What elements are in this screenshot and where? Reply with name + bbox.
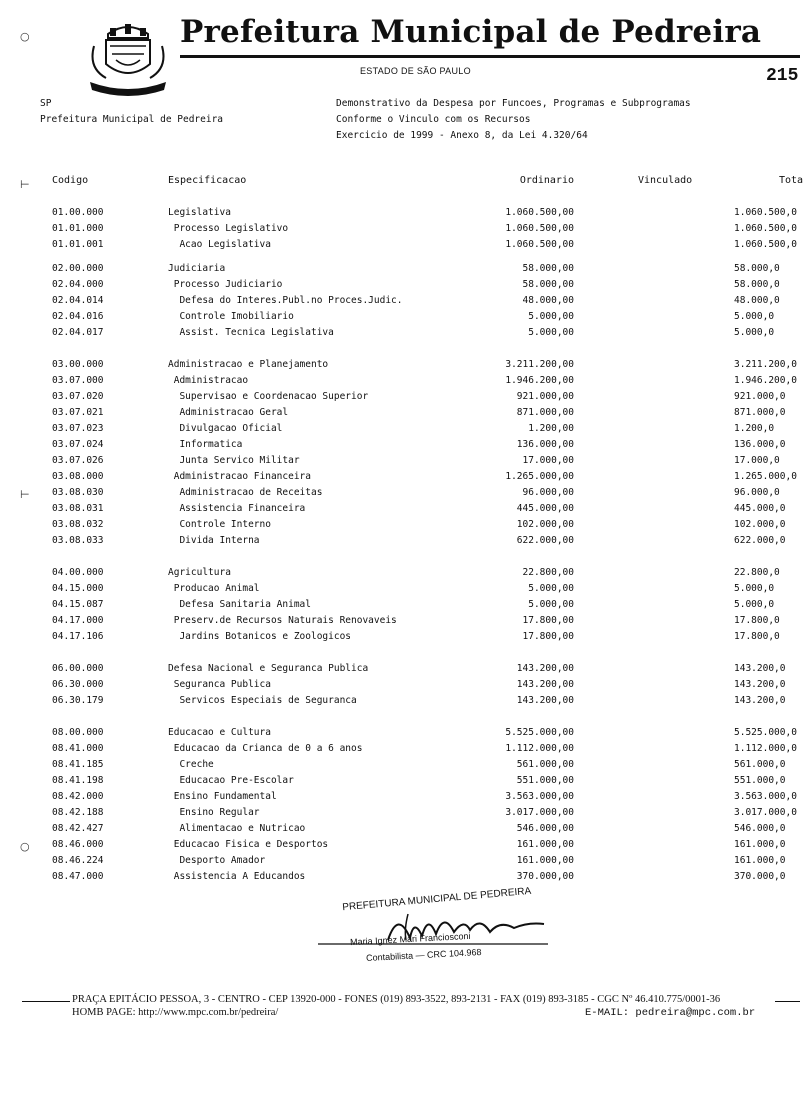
table-row bbox=[0, 453, 800, 469]
row-specification: Assistencia A Educandos bbox=[168, 871, 306, 882]
row-specification: Jardins Botanicos e Zoologicos bbox=[168, 631, 352, 642]
row-ordinary-value: 551.000,00 bbox=[516, 775, 574, 786]
report-header-entity: Prefeitura Municipal de Pedreira bbox=[40, 114, 224, 125]
row-ordinary-value: 1.060.500,00 bbox=[505, 223, 574, 234]
row-code: 06.00.000 bbox=[52, 663, 104, 674]
row-code: 04.15.000 bbox=[52, 583, 104, 594]
table-row bbox=[0, 221, 800, 237]
row-specification: Creche bbox=[168, 759, 214, 770]
row-ordinary-value: 143.200,00 bbox=[516, 663, 574, 674]
row-ordinary-value: 561.000,00 bbox=[516, 759, 574, 770]
row-code: 02.04.017 bbox=[52, 327, 104, 338]
row-ordinary-value: 5.000,00 bbox=[528, 599, 574, 610]
row-ordinary-value: 3.211.200,00 bbox=[505, 359, 574, 370]
accountant-role: Contabilista — CRC 104.968 bbox=[365, 946, 482, 964]
table-row bbox=[0, 725, 800, 741]
row-code: 08.42.000 bbox=[52, 791, 104, 802]
row-code: 03.08.000 bbox=[52, 471, 104, 482]
report-title: Demonstrativo da Despesa por Funcoes, Programas e Subprogramas bbox=[336, 98, 691, 109]
margin-tick: ⊢ bbox=[20, 488, 30, 501]
row-specification: Assistencia Financeira bbox=[168, 503, 306, 514]
row-code: 04.17.000 bbox=[52, 615, 104, 626]
row-total-value: 370.000,0 bbox=[734, 871, 786, 882]
row-specification: Servicos Especiais de Seguranca bbox=[168, 695, 357, 706]
row-ordinary-value: 5.000,00 bbox=[528, 311, 574, 322]
row-total-value: 5.000,0 bbox=[734, 311, 775, 322]
table-row bbox=[0, 237, 800, 253]
column-header-ordinary: Ordinario bbox=[519, 175, 574, 186]
table-row bbox=[0, 389, 800, 405]
row-ordinary-value: 96.000,00 bbox=[522, 487, 574, 498]
row-ordinary-value: 58.000,00 bbox=[522, 279, 574, 290]
table-row bbox=[0, 293, 800, 309]
footer-address: PRAÇA EPITÁCIO PESSOA, 3 - CENTRO - CEP 13920-000 - FONES (019) 893-3522, 893-2131 - FAX (019) 893-3185 - CGC Nº 46.410.775/0001-36 bbox=[72, 994, 721, 1005]
table-row bbox=[0, 853, 800, 869]
row-specification: Agricultura bbox=[168, 567, 231, 578]
row-ordinary-value: 17.000,00 bbox=[522, 455, 574, 466]
row-ordinary-value: 58.000,00 bbox=[522, 263, 574, 274]
table-row bbox=[0, 741, 800, 757]
row-total-value: 1.946.200,0 bbox=[734, 375, 797, 386]
punch-hole-mark: ○ bbox=[20, 30, 30, 43]
row-code: 08.41.185 bbox=[52, 759, 104, 770]
table-row bbox=[0, 309, 800, 325]
row-code: 03.08.033 bbox=[52, 535, 104, 546]
row-specification: Educacao e Cultura bbox=[168, 727, 271, 738]
row-ordinary-value: 445.000,00 bbox=[516, 503, 574, 514]
row-total-value: 5.000,0 bbox=[734, 599, 775, 610]
row-total-value: 5.525.000,0 bbox=[734, 727, 797, 738]
row-code: 06.30.000 bbox=[52, 679, 104, 690]
row-code: 03.08.031 bbox=[52, 503, 104, 514]
title-rule bbox=[180, 55, 800, 58]
row-code: 04.17.106 bbox=[52, 631, 104, 642]
row-total-value: 622.000,0 bbox=[734, 535, 786, 546]
row-specification: Controle Interno bbox=[168, 519, 271, 530]
column-header-total: Tota bbox=[779, 175, 803, 186]
row-specification: Preserv.de Recursos Naturais Renovaveis bbox=[168, 615, 397, 626]
row-specification: Defesa Nacional e Seguranca Publica bbox=[168, 663, 369, 674]
row-specification: Assist. Tecnica Legislativa bbox=[168, 327, 334, 338]
row-code: 04.00.000 bbox=[52, 567, 104, 578]
row-total-value: 1.060.500,0 bbox=[734, 239, 797, 250]
row-ordinary-value: 1.200,00 bbox=[528, 423, 574, 434]
table-row bbox=[0, 837, 800, 853]
row-total-value: 445.000,0 bbox=[734, 503, 786, 514]
row-code: 08.47.000 bbox=[52, 871, 104, 882]
row-total-value: 136.000,0 bbox=[734, 439, 786, 450]
row-specification: Educacao Pre-Escolar bbox=[168, 775, 294, 786]
row-total-value: 5.000,0 bbox=[734, 583, 775, 594]
row-ordinary-value: 1.946.200,00 bbox=[505, 375, 574, 386]
table-row bbox=[0, 757, 800, 773]
row-ordinary-value: 17.800,00 bbox=[522, 631, 574, 642]
row-code: 08.42.427 bbox=[52, 823, 104, 834]
table-row bbox=[0, 205, 800, 221]
row-code: 03.07.026 bbox=[52, 455, 104, 466]
row-specification: Processo Legislativo bbox=[168, 223, 289, 234]
row-specification: Educacao da Crianca de 0 a 6 anos bbox=[168, 743, 363, 754]
row-code: 08.42.188 bbox=[52, 807, 104, 818]
page-number: 215 bbox=[766, 66, 799, 86]
row-total-value: 1.112.000,0 bbox=[734, 743, 797, 754]
row-total-value: 58.000,0 bbox=[734, 279, 780, 290]
row-specification: Judiciaria bbox=[168, 263, 226, 274]
row-specification: Junta Servico Militar bbox=[168, 455, 300, 466]
row-total-value: 3.211.200,0 bbox=[734, 359, 797, 370]
letterhead-title: Prefeitura Municipal de Pedreira bbox=[180, 14, 762, 50]
row-specification: Defesa Sanitaria Animal bbox=[168, 599, 311, 610]
row-code: 08.00.000 bbox=[52, 727, 104, 738]
column-header-specification: Especificacao bbox=[168, 175, 247, 186]
municipal-crest-logo bbox=[80, 16, 176, 96]
row-specification: Administracao bbox=[168, 375, 249, 386]
row-specification: Ensino Regular bbox=[168, 807, 260, 818]
row-specification: Administracao de Receitas bbox=[168, 487, 323, 498]
row-total-value: 48.000,0 bbox=[734, 295, 780, 306]
report-header-right bbox=[336, 96, 691, 144]
row-ordinary-value: 546.000,00 bbox=[516, 823, 574, 834]
row-specification: Ensino Fundamental bbox=[168, 791, 277, 802]
row-total-value: 561.000,0 bbox=[734, 759, 786, 770]
row-total-value: 1.265.000,0 bbox=[734, 471, 797, 482]
table-row bbox=[0, 869, 800, 885]
table-row bbox=[0, 517, 800, 533]
report-header-left bbox=[40, 96, 223, 128]
row-total-value: 5.000,0 bbox=[734, 327, 775, 338]
row-ordinary-value: 48.000,00 bbox=[522, 295, 574, 306]
table-row bbox=[0, 661, 800, 677]
row-ordinary-value: 622.000,00 bbox=[516, 535, 574, 546]
footer-homepage: HOMB PAGE: http://www.mpc.com.br/pedreira/ bbox=[72, 1007, 279, 1018]
row-ordinary-value: 17.800,00 bbox=[522, 615, 574, 626]
table-row bbox=[0, 405, 800, 421]
report-header-state: SP bbox=[40, 98, 52, 109]
table-row bbox=[0, 677, 800, 693]
row-code: 02.04.014 bbox=[52, 295, 104, 306]
row-code: 03.07.000 bbox=[52, 375, 104, 386]
footer-rule-left bbox=[22, 1001, 70, 1002]
row-specification: Producao Animal bbox=[168, 583, 260, 594]
table-row bbox=[0, 565, 800, 581]
table-row bbox=[0, 261, 800, 277]
table-row bbox=[0, 805, 800, 821]
row-code: 08.46.224 bbox=[52, 855, 104, 866]
row-total-value: 96.000,0 bbox=[734, 487, 780, 498]
row-total-value: 921.000,0 bbox=[734, 391, 786, 402]
row-total-value: 551.000,0 bbox=[734, 775, 786, 786]
footer-email: E-MAIL: pedreira@mpc.com.br bbox=[585, 1007, 756, 1019]
row-code: 01.01.001 bbox=[52, 239, 104, 250]
row-code: 08.41.000 bbox=[52, 743, 104, 754]
row-specification: Controle Imobiliario bbox=[168, 311, 294, 322]
row-total-value: 3.017.000,0 bbox=[734, 807, 797, 818]
row-total-value: 17.000,0 bbox=[734, 455, 780, 466]
row-code: 03.07.020 bbox=[52, 391, 104, 402]
row-ordinary-value: 5.525.000,00 bbox=[505, 727, 574, 738]
row-code: 03.07.023 bbox=[52, 423, 104, 434]
row-total-value: 546.000,0 bbox=[734, 823, 786, 834]
table-row bbox=[0, 629, 800, 645]
accountant-name: Maria Ignez Mari Franciosconi bbox=[349, 930, 471, 948]
row-total-value: 161.000,0 bbox=[734, 839, 786, 850]
report-fiscal-year: Exercicio de 1999 - Anexo 8, da Lei 4.320/64 bbox=[336, 130, 588, 141]
row-total-value: 102.000,0 bbox=[734, 519, 786, 530]
row-code: 03.08.030 bbox=[52, 487, 104, 498]
table-row bbox=[0, 373, 800, 389]
row-ordinary-value: 370.000,00 bbox=[516, 871, 574, 882]
row-ordinary-value: 1.265.000,00 bbox=[505, 471, 574, 482]
margin-tick: ⊢ bbox=[20, 178, 30, 191]
table-row bbox=[0, 357, 800, 373]
row-specification: Administracao Financeira bbox=[168, 471, 311, 482]
row-ordinary-value: 161.000,00 bbox=[516, 839, 574, 850]
row-total-value: 1.060.500,0 bbox=[734, 207, 797, 218]
row-specification: Informatica bbox=[168, 439, 243, 450]
row-code: 03.07.021 bbox=[52, 407, 104, 418]
row-ordinary-value: 1.060.500,00 bbox=[505, 207, 574, 218]
row-ordinary-value: 5.000,00 bbox=[528, 327, 574, 338]
row-ordinary-value: 921.000,00 bbox=[516, 391, 574, 402]
row-ordinary-value: 5.000,00 bbox=[528, 583, 574, 594]
row-total-value: 1.200,0 bbox=[734, 423, 775, 434]
row-specification: Desporto Amador bbox=[168, 855, 266, 866]
row-specification: Administracao Geral bbox=[168, 407, 289, 418]
row-ordinary-value: 143.200,00 bbox=[516, 679, 574, 690]
row-ordinary-value: 143.200,00 bbox=[516, 695, 574, 706]
row-specification: Divulgacao Oficial bbox=[168, 423, 283, 434]
row-code: 08.41.198 bbox=[52, 775, 104, 786]
column-header-code: Codigo bbox=[52, 175, 89, 186]
row-code: 04.15.087 bbox=[52, 599, 104, 610]
row-specification: Supervisao e Coordenacao Superior bbox=[168, 391, 369, 402]
row-ordinary-value: 102.000,00 bbox=[516, 519, 574, 530]
row-total-value: 161.000,0 bbox=[734, 855, 786, 866]
row-specification: Educacao Fisica e Desportos bbox=[168, 839, 329, 850]
table-row bbox=[0, 325, 800, 341]
row-ordinary-value: 3.017.000,00 bbox=[505, 807, 574, 818]
signature-stamp: PREFEITURA MUNICIPAL DE PEDREIRA bbox=[341, 885, 532, 914]
row-ordinary-value: 871.000,00 bbox=[516, 407, 574, 418]
row-total-value: 1.060.500,0 bbox=[734, 223, 797, 234]
row-total-value: 871.000,0 bbox=[734, 407, 786, 418]
row-total-value: 22.800,0 bbox=[734, 567, 780, 578]
row-code: 02.04.016 bbox=[52, 311, 104, 322]
table-row bbox=[0, 421, 800, 437]
row-code: 08.46.000 bbox=[52, 839, 104, 850]
column-header-linked: Vinculado bbox=[638, 175, 693, 186]
table-row bbox=[0, 597, 800, 613]
letterhead-state: ESTADO DE SÃO PAULO bbox=[360, 66, 471, 76]
table-row bbox=[0, 533, 800, 549]
table-row bbox=[0, 821, 800, 837]
table-row bbox=[0, 437, 800, 453]
row-specification: Processo Judiciario bbox=[168, 279, 283, 290]
table-row bbox=[0, 485, 800, 501]
row-specification: Administracao e Planejamento bbox=[168, 359, 329, 370]
report-subtitle: Conforme o Vinculo com os Recursos bbox=[336, 114, 531, 125]
table-row bbox=[0, 613, 800, 629]
row-ordinary-value: 1.060.500,00 bbox=[505, 239, 574, 250]
row-code: 02.04.000 bbox=[52, 279, 104, 290]
row-total-value: 3.563.000,0 bbox=[734, 791, 797, 802]
row-specification: Alimentacao e Nutricao bbox=[168, 823, 306, 834]
row-code: 06.30.179 bbox=[52, 695, 104, 706]
row-code: 01.01.000 bbox=[52, 223, 104, 234]
row-total-value: 143.200,0 bbox=[734, 679, 786, 690]
row-code: 03.00.000 bbox=[52, 359, 104, 370]
row-code: 03.07.024 bbox=[52, 439, 104, 450]
table-row bbox=[0, 277, 800, 293]
row-ordinary-value: 22.800,00 bbox=[522, 567, 574, 578]
row-total-value: 58.000,0 bbox=[734, 263, 780, 274]
row-total-value: 17.800,0 bbox=[734, 631, 780, 642]
table-row bbox=[0, 581, 800, 597]
table-row bbox=[0, 501, 800, 517]
row-specification: Seguranca Publica bbox=[168, 679, 271, 690]
row-ordinary-value: 136.000,00 bbox=[516, 439, 574, 450]
row-total-value: 143.200,0 bbox=[734, 663, 786, 674]
row-code: 03.08.032 bbox=[52, 519, 104, 530]
row-specification: Divida Interna bbox=[168, 535, 260, 546]
row-code: 02.00.000 bbox=[52, 263, 104, 274]
row-total-value: 143.200,0 bbox=[734, 695, 786, 706]
table-row bbox=[0, 469, 800, 485]
row-total-value: 17.800,0 bbox=[734, 615, 780, 626]
table-row bbox=[0, 693, 800, 709]
punch-hole-mark: ○ bbox=[20, 840, 30, 853]
table-row bbox=[0, 773, 800, 789]
row-specification: Legislativa bbox=[168, 207, 231, 218]
row-ordinary-value: 1.112.000,00 bbox=[505, 743, 574, 754]
footer-rule-right bbox=[775, 1001, 800, 1002]
row-specification: Acao Legislativa bbox=[168, 239, 271, 250]
row-ordinary-value: 161.000,00 bbox=[516, 855, 574, 866]
row-ordinary-value: 3.563.000,00 bbox=[505, 791, 574, 802]
row-code: 01.00.000 bbox=[52, 207, 104, 218]
row-specification: Defesa do Interes.Publ.no Proces.Judic. bbox=[168, 295, 403, 306]
table-row bbox=[0, 789, 800, 805]
